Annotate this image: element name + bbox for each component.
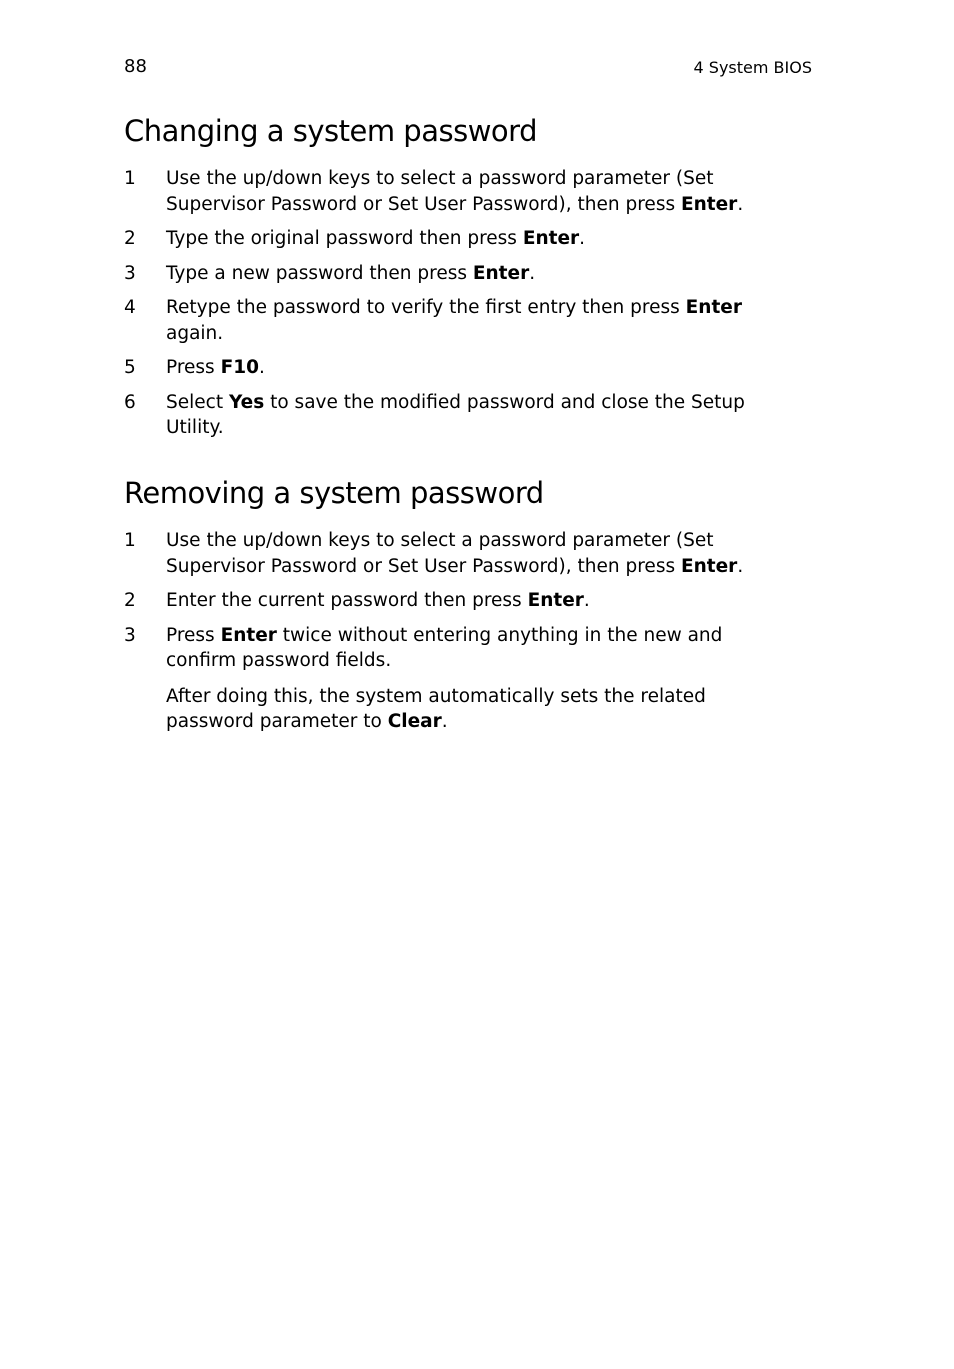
step-number: 3 xyxy=(124,624,136,646)
step-number: 2 xyxy=(124,590,136,611)
step-number: 6 xyxy=(124,391,136,413)
step-text: Use the up/down keys to select a password parameter (Set Supervisor Password or Set User Password), then press Enter. xyxy=(166,168,744,215)
step-text: Retype the password to verify the first entry then press Enter again. xyxy=(166,297,742,344)
step-item xyxy=(124,528,784,579)
step-text: Use the up/down keys to select a password parameter (Set Supervisor Password or Set User Password), then press Enter. xyxy=(166,530,744,577)
step-number: 2 xyxy=(124,228,136,249)
section-title: Changing a system password xyxy=(124,114,537,148)
step-number: 3 xyxy=(124,262,136,284)
step-item xyxy=(124,226,784,252)
step-text: Enter the current password then press Enter. xyxy=(166,590,590,611)
step-item xyxy=(124,355,784,381)
page-number: 88 xyxy=(124,56,147,77)
step-text: Press F10. xyxy=(166,357,265,378)
step-item xyxy=(124,295,784,346)
step-item xyxy=(124,390,784,441)
steps-list xyxy=(124,166,784,450)
step-item xyxy=(124,261,784,287)
step-text: Select Yes to save the modified password and close the Setup Utility. xyxy=(166,391,745,438)
step-number: 4 xyxy=(124,297,136,318)
step-item xyxy=(124,623,784,735)
step-item xyxy=(124,588,784,614)
section-title: Removing a system password xyxy=(124,476,544,510)
step-text: Press Enter twice without entering anything in the new and confirm password fields. xyxy=(166,624,723,671)
step-text: Type a new password then press Enter. xyxy=(166,262,536,284)
step-item xyxy=(124,166,784,217)
step-number: 1 xyxy=(124,530,136,551)
step-text: Type the original password then press Enter. xyxy=(166,228,586,249)
chapter-title: 4 System BIOS xyxy=(693,58,812,77)
step-number: 1 xyxy=(124,168,136,189)
step-note: After doing this, the system automatically sets the related password parameter to Clear. xyxy=(166,685,706,732)
steps-list xyxy=(124,528,784,744)
step-number: 5 xyxy=(124,357,136,378)
